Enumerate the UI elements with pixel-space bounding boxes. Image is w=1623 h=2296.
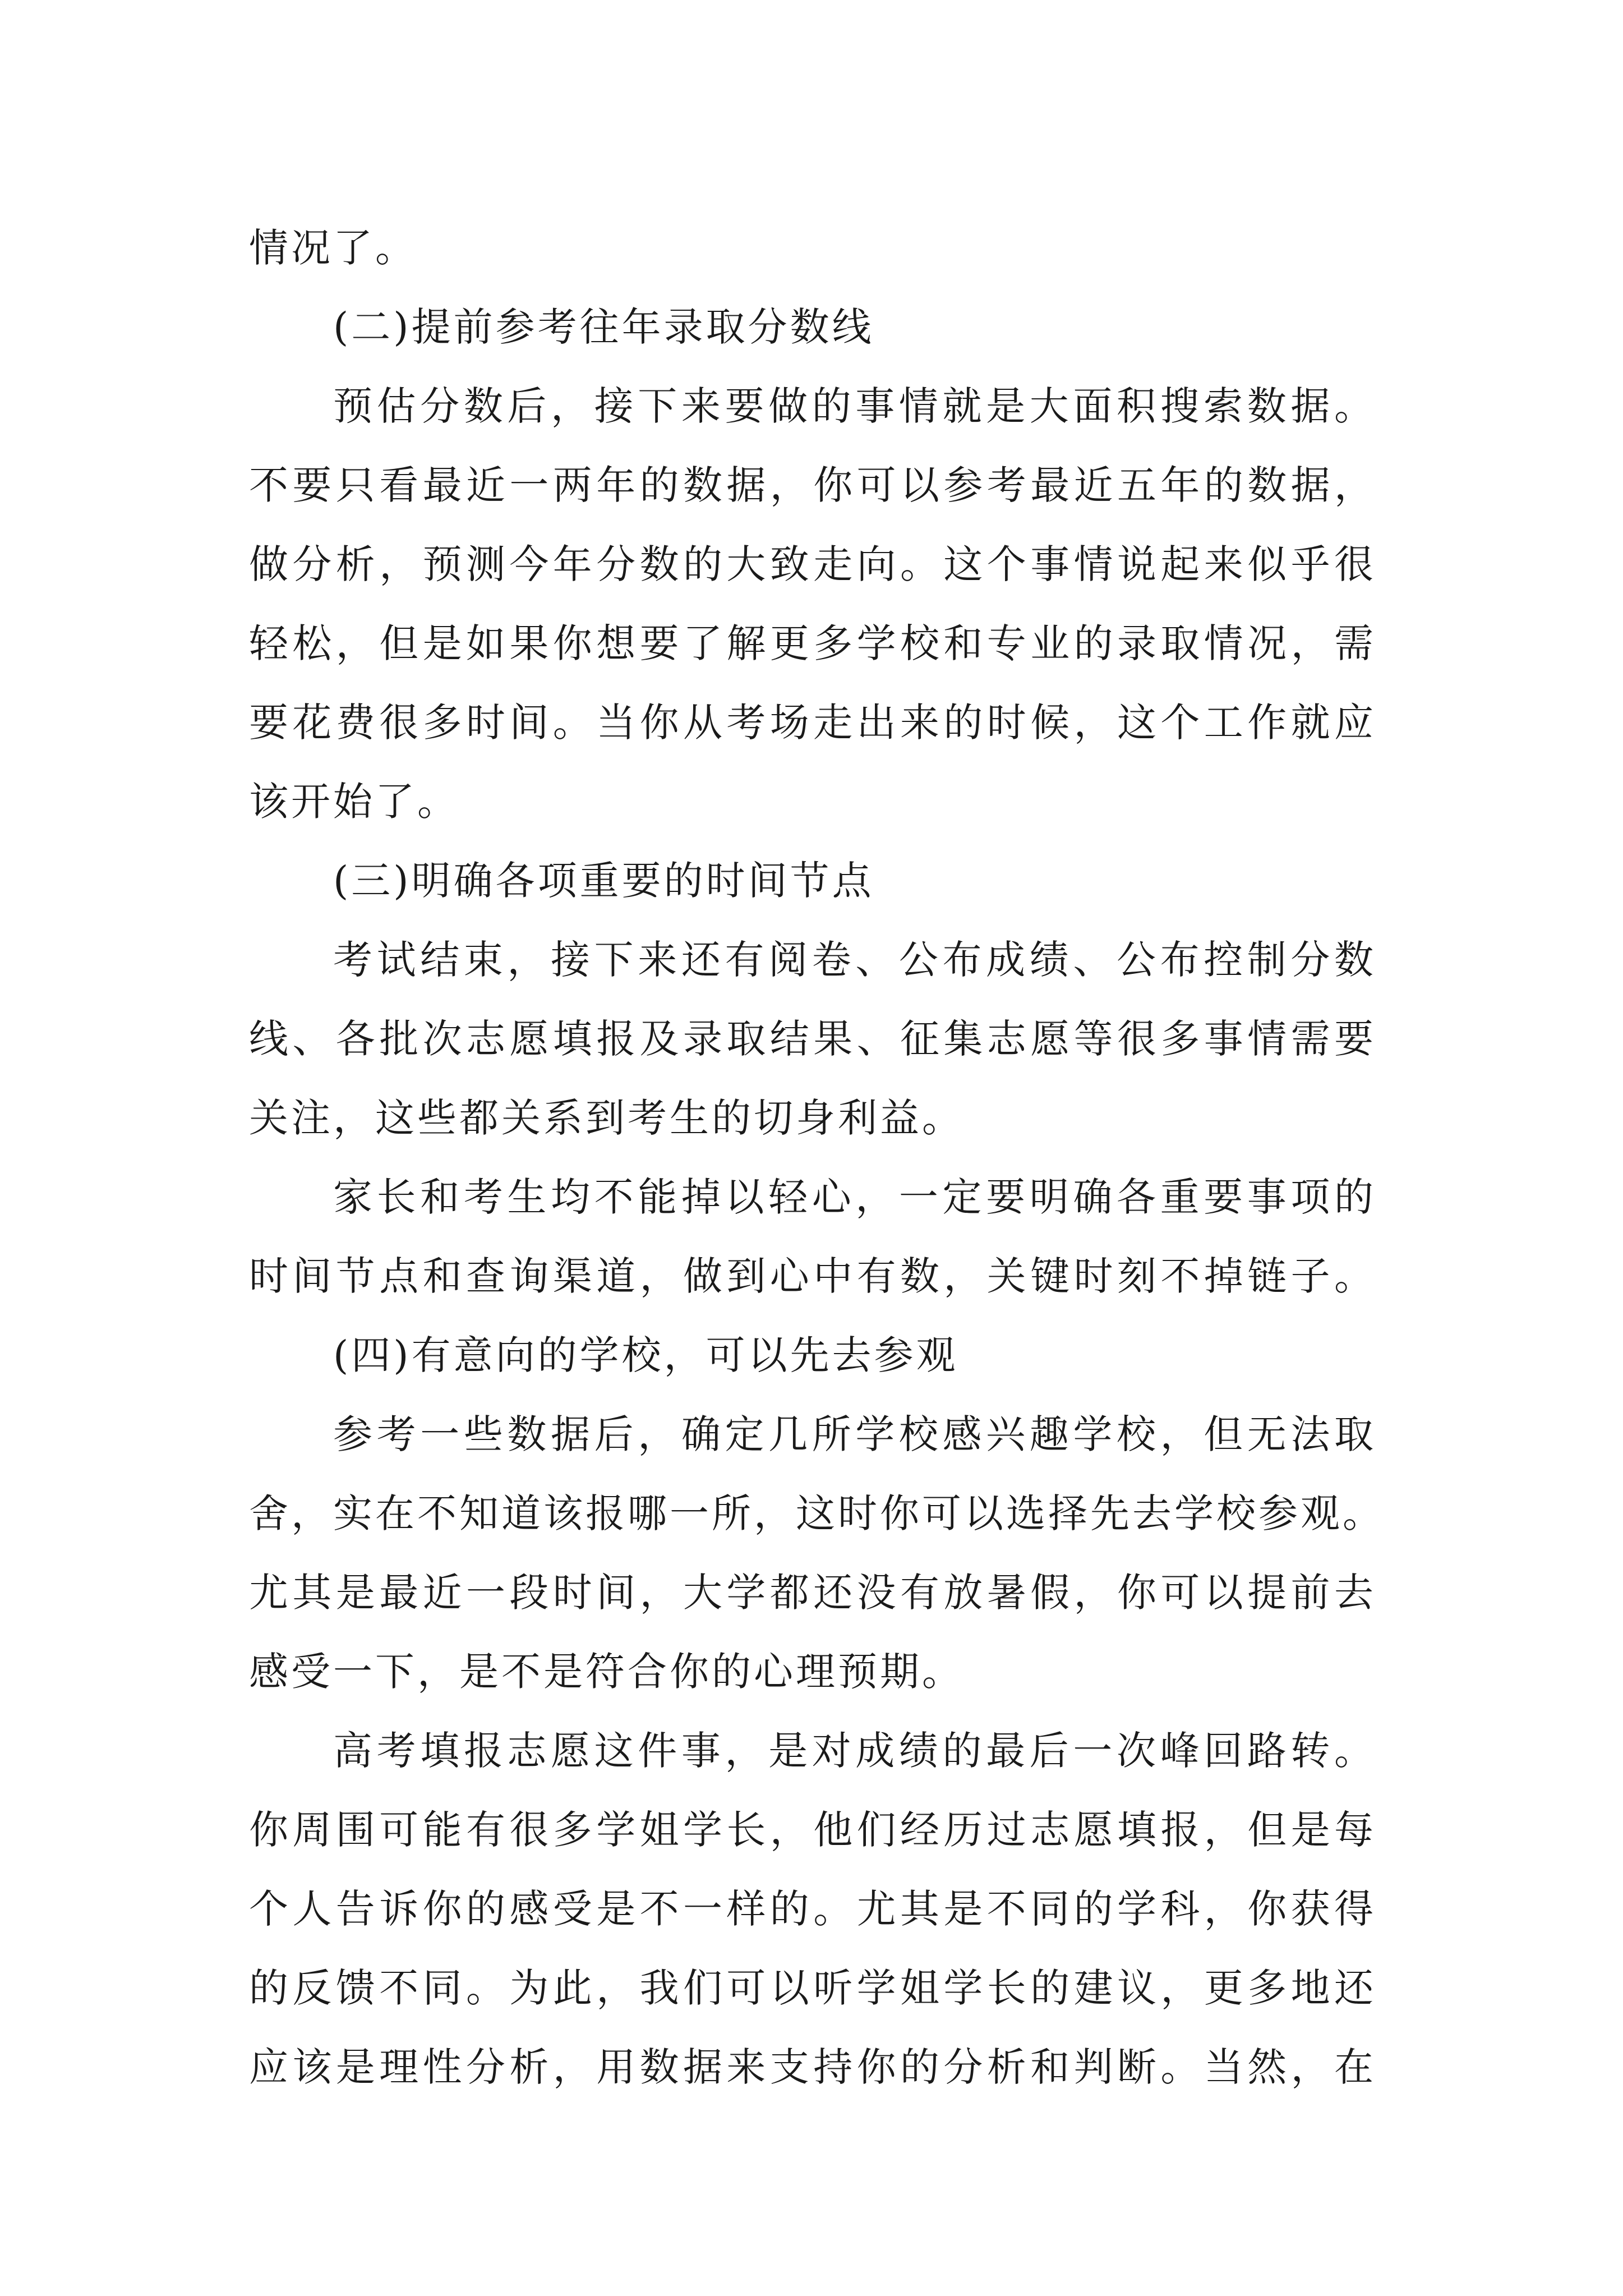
text-line: 要花费很多时间。当你从考场走出来的时候，这个工作就应 bbox=[249, 700, 1376, 746]
text-line: 情况了。 bbox=[249, 225, 417, 271]
text-line: 不要只看最近一两年的数据，你可以参考最近五年的数据， bbox=[249, 462, 1376, 508]
text-line: 参考一些数据后，确定几所学校感兴趣学校，但无法取 bbox=[333, 1411, 1376, 1457]
section-heading: (四)有意向的学校，可以先去参观 bbox=[333, 1332, 958, 1378]
text-line: 个人告诉你的感受是不一样的。尤其是不同的学科，你获得 bbox=[249, 1886, 1376, 1932]
text-line: 高考填报志愿这件事，是对成绩的最后一次峰回路转。 bbox=[333, 1728, 1376, 1774]
document-body bbox=[249, 209, 1385, 2107]
text-line: 尤其是最近一段时间，大学都还没有放暑假，你可以提前去 bbox=[249, 1570, 1376, 1616]
text-line: 你周围可能有很多学姐学长，他们经历过志愿填报，但是每 bbox=[249, 1807, 1376, 1853]
text-line: 线、各批次志愿填报及录取结果、征集志愿等很多事情需要 bbox=[249, 1016, 1376, 1062]
text-line: 考试结束，接下来还有阅卷、公布成绩、公布控制分数 bbox=[333, 937, 1376, 983]
text-line: 预估分数后，接下来要做的事情就是大面积搜索数据。 bbox=[333, 383, 1376, 429]
text-line: 应该是理性分析，用数据来支持你的分析和判断。当然，在 bbox=[249, 2044, 1376, 2090]
text-line: 感受一下，是不是符合你的心理预期。 bbox=[249, 1649, 964, 1695]
text-line: 轻松，但是如果你想要了解更多学校和专业的录取情况，需 bbox=[249, 620, 1376, 666]
text-line: 时间节点和查询渠道，做到心中有数，关键时刻不掉链子。 bbox=[249, 1253, 1376, 1299]
text-line: 舍，实在不知道该报哪一所，这时你可以选择先去学校参观。 bbox=[249, 1490, 1385, 1536]
section-heading: (三)明确各项重要的时间节点 bbox=[333, 858, 874, 904]
text-line: 家长和考生均不能掉以轻心，一定要明确各重要事项的 bbox=[333, 1174, 1376, 1220]
text-line: 的反馈不同。为此，我们可以听学姐学长的建议，更多地还 bbox=[249, 1965, 1376, 2011]
text-line: 做分析，预测今年分数的大致走向。这个事情说起来似乎很 bbox=[249, 541, 1376, 587]
text-line: 该开始了。 bbox=[249, 779, 459, 825]
section-heading: (二)提前参考往年录取分数线 bbox=[333, 304, 874, 350]
text-line: 关注，这些都关系到考生的切身利益。 bbox=[249, 1095, 964, 1141]
